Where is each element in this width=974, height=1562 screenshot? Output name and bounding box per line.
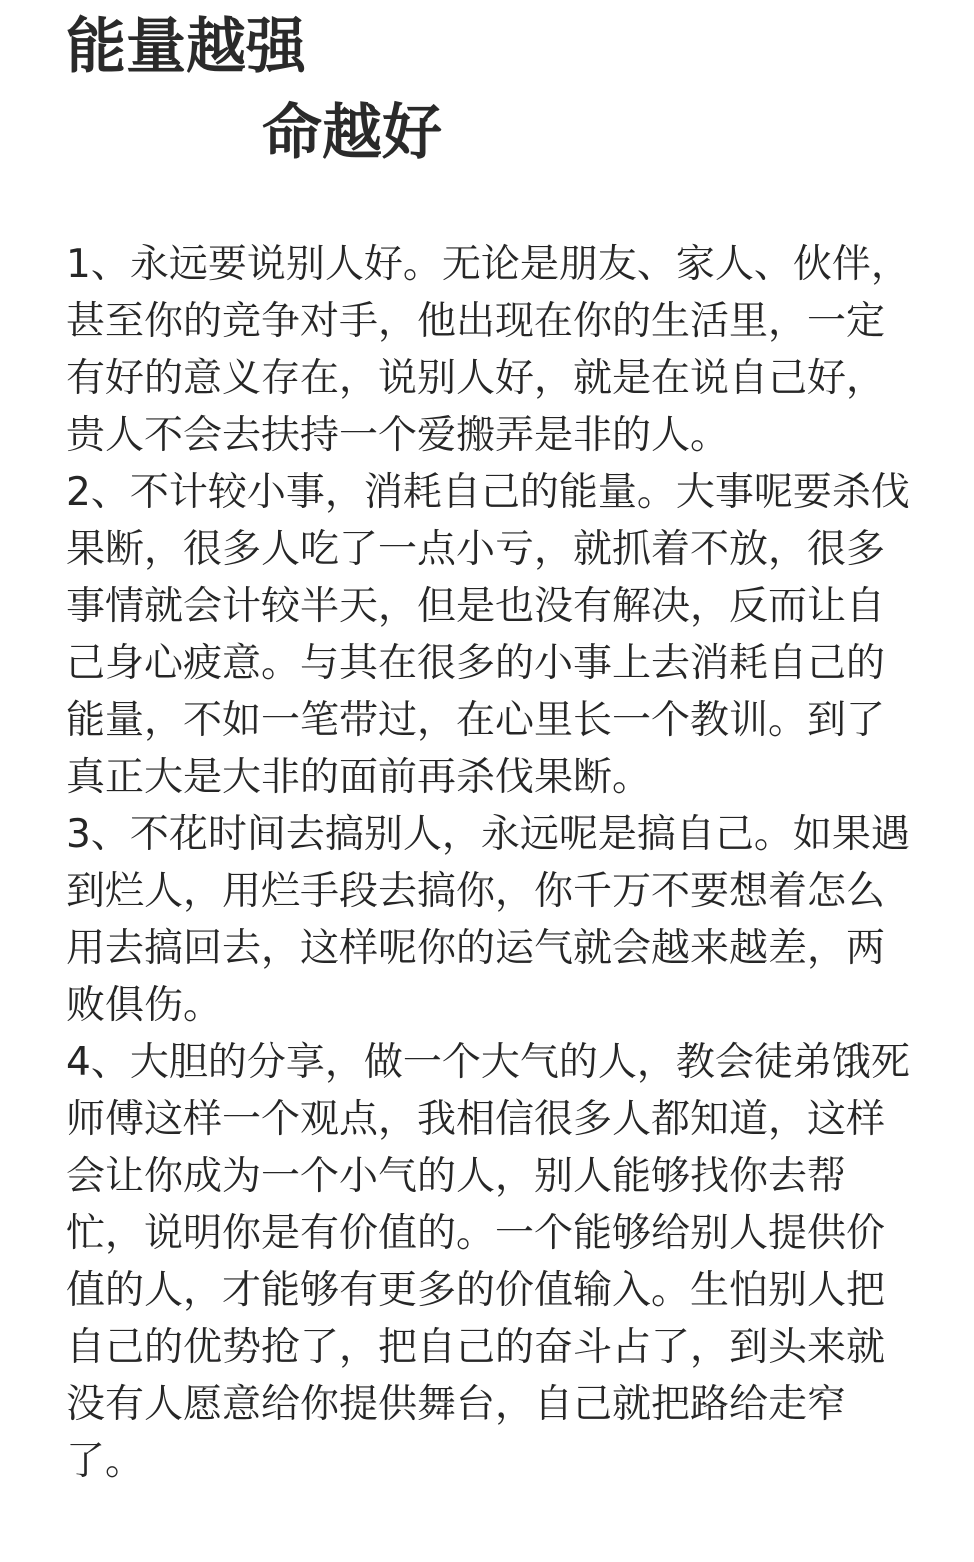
title-line-1: 能量越强: [66, 12, 306, 82]
paragraph-4: 4、大胆的分享，做一个大气的人，教会徒弟饿死师傅这样一个观点，我相信很多人都知道，这样会让你成为一个小气的人，别人能够找你去帮忙，说明你是有价值的。一个能够给别人提供价值的人，才能够有更多的价值输入。生怕别人把自己的优势抢了，把自己的奋斗占了，到头来就没有人愿意给你提供舞台，自己就把路给走窄了。: [66, 1040, 910, 1484]
article-body: [66, 236, 916, 1490]
title-line-2: 命越好: [262, 98, 442, 168]
paragraph-2: 2、不计较小事，消耗自己的能量。大事呢要杀伐果断，很多人吃了一点小亏，就抓着不放，很多事情就会计较半天，但是也没有解决，反而让自己身心疲意。与其在很多的小事上去消耗自己的能量，不如一笔带过，在心里长一个教训。到了真正大是大非的面前再杀伐果断。: [66, 470, 910, 800]
paragraph-3: 3、不花时间去搞别人，永远呢是搞自己。如果遇到烂人，用烂手段去搞你，你千万不要想着怎么用去搞回去，这样呢你的运气就会越来越差，两败俱伤。: [66, 812, 910, 1028]
paragraph-1: 1、永远要说别人好。无论是朋友、家人、伙伴，甚至你的竞争对手，他出现在你的生活里，一定有好的意义存在，说别人好，就是在说自己好，贵人不会去扶持一个爱搬弄是非的人。: [66, 242, 910, 458]
